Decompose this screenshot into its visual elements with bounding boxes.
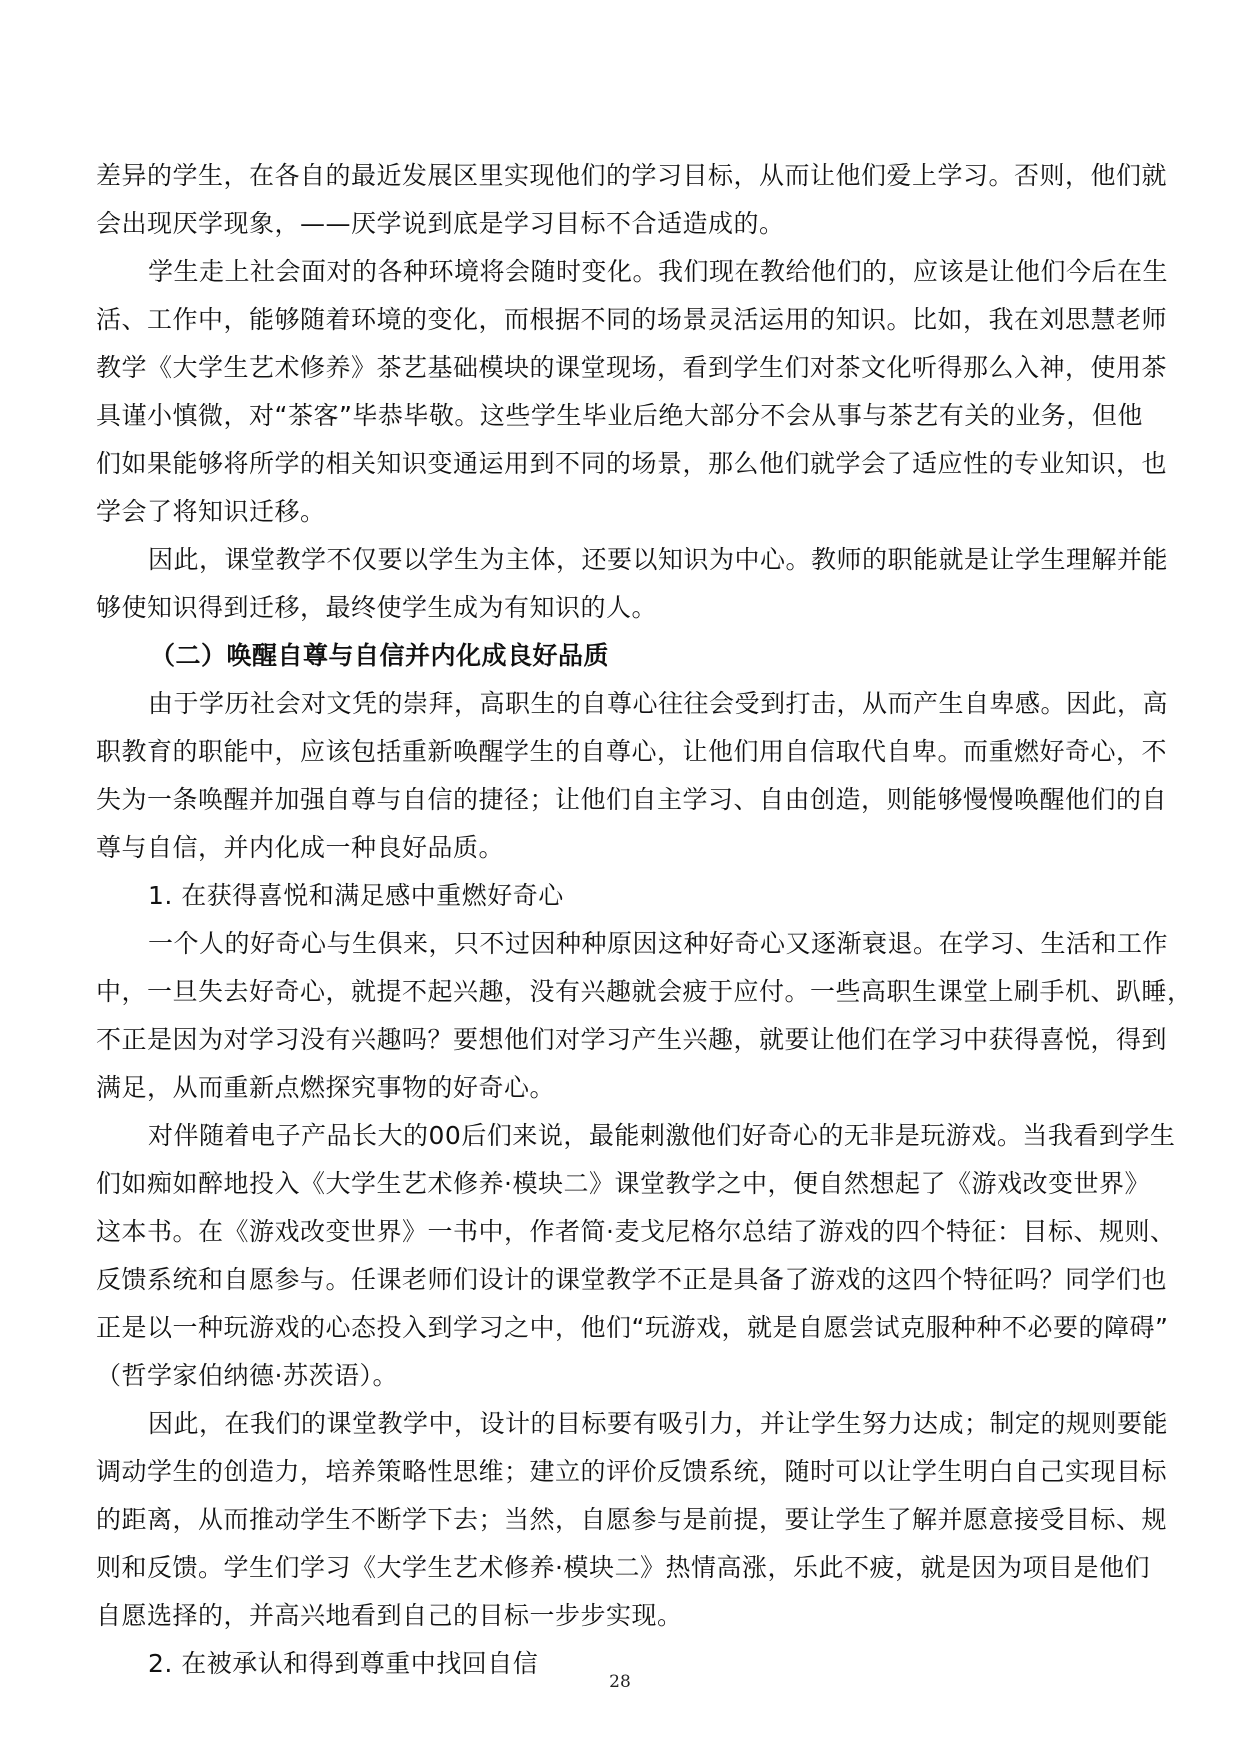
text-line: 差异的学生，在各自的最近发展区里实现他们的学习目标，从而让他们爱上学习。否则，他们就 [96, 161, 1168, 190]
text-line: 会出现厌学现象，——厌学说到底是学习目标不合适造成的。 [96, 209, 785, 238]
text-line: 具谨小慎微，对“茶客”毕恭毕敬。这些学生毕业后绝大部分不会从事与茶艺有关的业务，但他 [96, 401, 1143, 430]
text-line: 中，一旦失去好奇心，就提不起兴趣，没有兴趣就会疲于应付。一些高职生课堂上刷手机、趴睡， [96, 977, 1193, 1006]
text-line: 一个人的好奇心与生俱来，只不过因种种原因这种好奇心又逐渐衰退。在学习、生活和工作 [148, 929, 1169, 958]
text-line: 的距离，从而推动学生不断学下去；当然，自愿参与是前提，要让学生了解并愿意接受目标、规 [96, 1505, 1168, 1534]
text-line: 们如果能够将所学的相关知识变通运用到不同的场景，那么他们就学会了适应性的专业知识，也 [96, 449, 1168, 478]
text-line: 学生走上社会面对的各种环境将会随时变化。我们现在教给他们的，应该是让他们今后在生 [148, 257, 1169, 286]
text-line: 们如痴如醉地投入《大学生艺术修养·模块二》课堂教学之中，便自然想起了《游戏改变世界》 [96, 1169, 1150, 1198]
text-line: （哲学家伯纳德·苏茨语）。 [96, 1361, 398, 1390]
text-line: 职教育的职能中，应该包括重新唤醒学生的自尊心，让他们用自信取代自卑。而重燃好奇心，不 [96, 737, 1168, 766]
text-line: 2. 在被承认和得到尊重中找回自信 [148, 1649, 539, 1678]
text-line: 由于学历社会对文凭的崇拜，高职生的自尊心往往会受到打击，从而产生自卑感。因此，高 [148, 689, 1169, 718]
text-line: 教学《大学生艺术修养》茶艺基础模块的课堂现场，看到学生们对茶文化听得那么入神，使用茶 [96, 353, 1168, 382]
text-line: 1. 在获得喜悦和满足感中重燃好奇心 [148, 881, 564, 910]
text-line: 对伴随着电子产品长大的00后们来说，最能刺激他们好奇心的无非是玩游戏。当我看到学生 [148, 1121, 1176, 1150]
text-line: 自愿选择的，并高兴地看到自己的目标一步步实现。 [96, 1601, 683, 1630]
text-line: 够使知识得到迁移，最终使学生成为有知识的人。 [96, 593, 658, 622]
text-line: 正是以一种玩游戏的心态投入到学习之中，他们“玩游戏，就是自愿尝试克服种种不必要的障碍” [96, 1313, 1169, 1342]
text-line: 则和反馈。学生们学习《大学生艺术修养·模块二》热情高涨，乐此不疲，就是因为项目是他们 [96, 1553, 1150, 1582]
text-line: 活、工作中，能够随着环境的变化，而根据不同的场景灵活运用的知识。比如，我在刘思慧老师 [96, 305, 1168, 334]
section-heading: （二）唤醒自尊与自信并内化成良好品质 [150, 641, 610, 670]
text-line: 失为一条唤醒并加强自尊与自信的捷径；让他们自主学习、自由创造，则能够慢慢唤醒他们的自 [96, 785, 1168, 814]
text-line: 学会了将知识迁移。 [96, 497, 326, 526]
text-line: 反馈系统和自愿参与。任课老师们设计的课堂教学不正是具备了游戏的这四个特征吗？同学们也 [96, 1265, 1168, 1294]
text-line: 尊与自信，并内化成一种良好品质。 [96, 833, 505, 862]
text-line: 这本书。在《游戏改变世界》一书中，作者简·麦戈尼格尔总结了游戏的四个特征：目标、规则、 [96, 1217, 1176, 1246]
text-line: 调动学生的创造力，培养策略性思维；建立的评价反馈系统，随时可以让学生明白自己实现目标 [96, 1457, 1168, 1486]
text-line: 因此，课堂教学不仅要以学生为主体，还要以知识为中心。教师的职能就是让学生理解并能 [148, 545, 1169, 574]
page-number: 28 [609, 1672, 631, 1692]
text-line: 不正是因为对学习没有兴趣吗？要想他们对学习产生兴趣，就要让他们在学习中获得喜悦，得到 [96, 1025, 1168, 1054]
text-line: 满足，从而重新点燃探究事物的好奇心。 [96, 1073, 556, 1102]
text-line: 因此，在我们的课堂教学中，设计的目标要有吸引力，并让学生努力达成；制定的规则要能 [148, 1409, 1169, 1438]
document-body [96, 152, 1193, 1688]
